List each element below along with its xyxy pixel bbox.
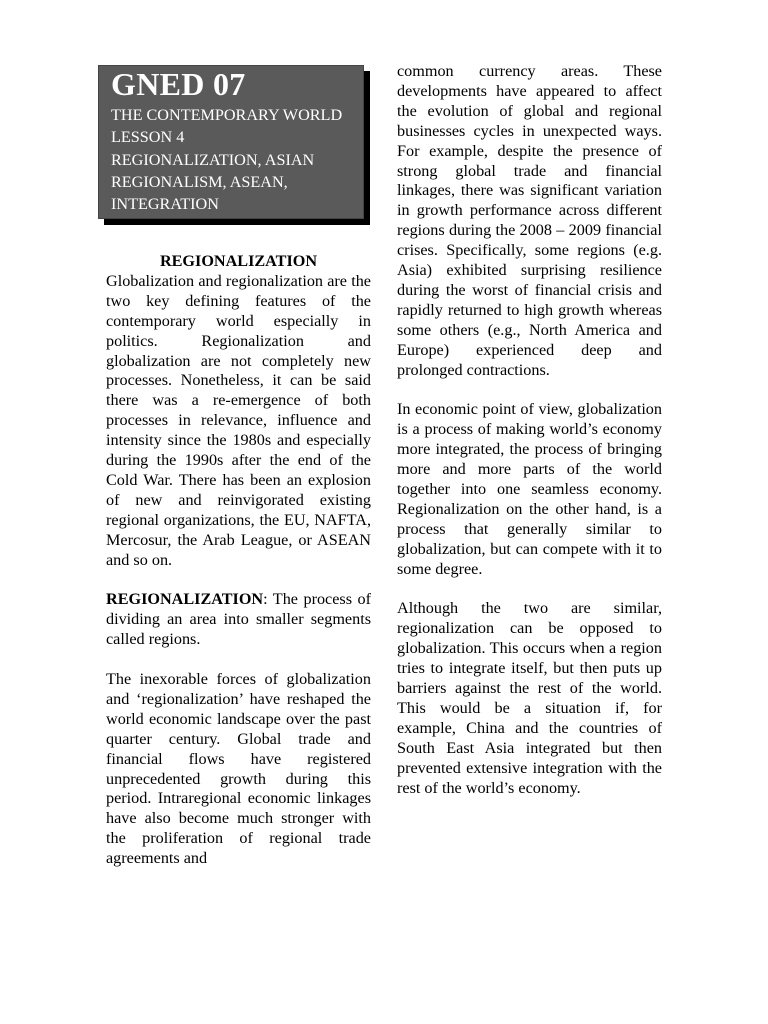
definition-term: REGIONALIZATION: [106, 590, 264, 609]
definition-text: The process of dividing an area into smaller segments called regions.: [106, 590, 371, 649]
lesson-number: LESSON 4: [111, 128, 185, 147]
left-column: [106, 252, 371, 869]
forces-paragraph: The inexorable forces of globalization and ‘regionalization’ have reshaped the world economic landscape over the past quarter century. Global trade and financial flows have registered unprecedented growth during this period. Intraregional economic linkages have also become much stronger with the proliferation of regional trade agreements and: [106, 670, 371, 868]
lesson-title-line-2: REGIONALISM, ASEAN,: [111, 172, 288, 191]
currency-paragraph: common currency areas. These developments have appeared to affect the evolution of global and regional businesses cycles in unexpected ways. For example, despite the presence of strong global trade and financial linkages, there was significant variation in growth performance across different regions during the 2008 – 2009 financial crises. Specifically, some regions (e.g. Asia) exhibited surprising resilience during the worst of financial crisis and rapidly returned to high growth whereas some others (e.g., North America and Europe) experienced deep and prolonged contractions.: [397, 62, 662, 379]
definition-colon: :: [263, 590, 268, 609]
economic-view-paragraph: In economic point of view, globalization is a process of making world’s economy more integrated, the process of bringing more and more parts of the world together into one seamless economy. Regionalization on the other hand, is a process that generally similar to globalization, but can compete with it to some degree.: [397, 400, 662, 578]
right-column: [397, 62, 662, 799]
lesson-title-line-3: INTEGRATION: [111, 195, 219, 214]
intro-paragraph: Globalization and regionalization are the two key defining features of the contemporary world especially in politics. Regionalization and globalization are not completely new processes. Nonetheless, it can be said there was a re-emergence of both processes in relevance, influence and intensity since the 1980s and especially during the 1990s after the end of the Cold War. There has been an explosion of new and reinvigorated existing regional organizations, the EU, NAFTA, Mercosur, the Arab League, or ASEAN and so on.: [106, 271, 371, 569]
title-box: [98, 65, 364, 219]
course-code: GNED 07: [111, 66, 246, 102]
opposition-paragraph: Although the two are similar, regionalization can be opposed to globalization. This occurs when a region tries to integrate itself, but then puts up barriers against the rest of the world. This would be a situation if, for example, China and the countries of South East Asia integrated but then prevented extensive integration with the rest of the world’s economy.: [397, 599, 662, 797]
section-heading: REGIONALIZATION: [159, 252, 318, 270]
definition-paragraph: [106, 590, 371, 650]
course-title: THE CONTEMPORARY WORLD: [111, 106, 343, 124]
lesson-title-line-1: REGIONALIZATION, ASIAN: [111, 150, 315, 169]
title-subtitle: [111, 104, 353, 215]
